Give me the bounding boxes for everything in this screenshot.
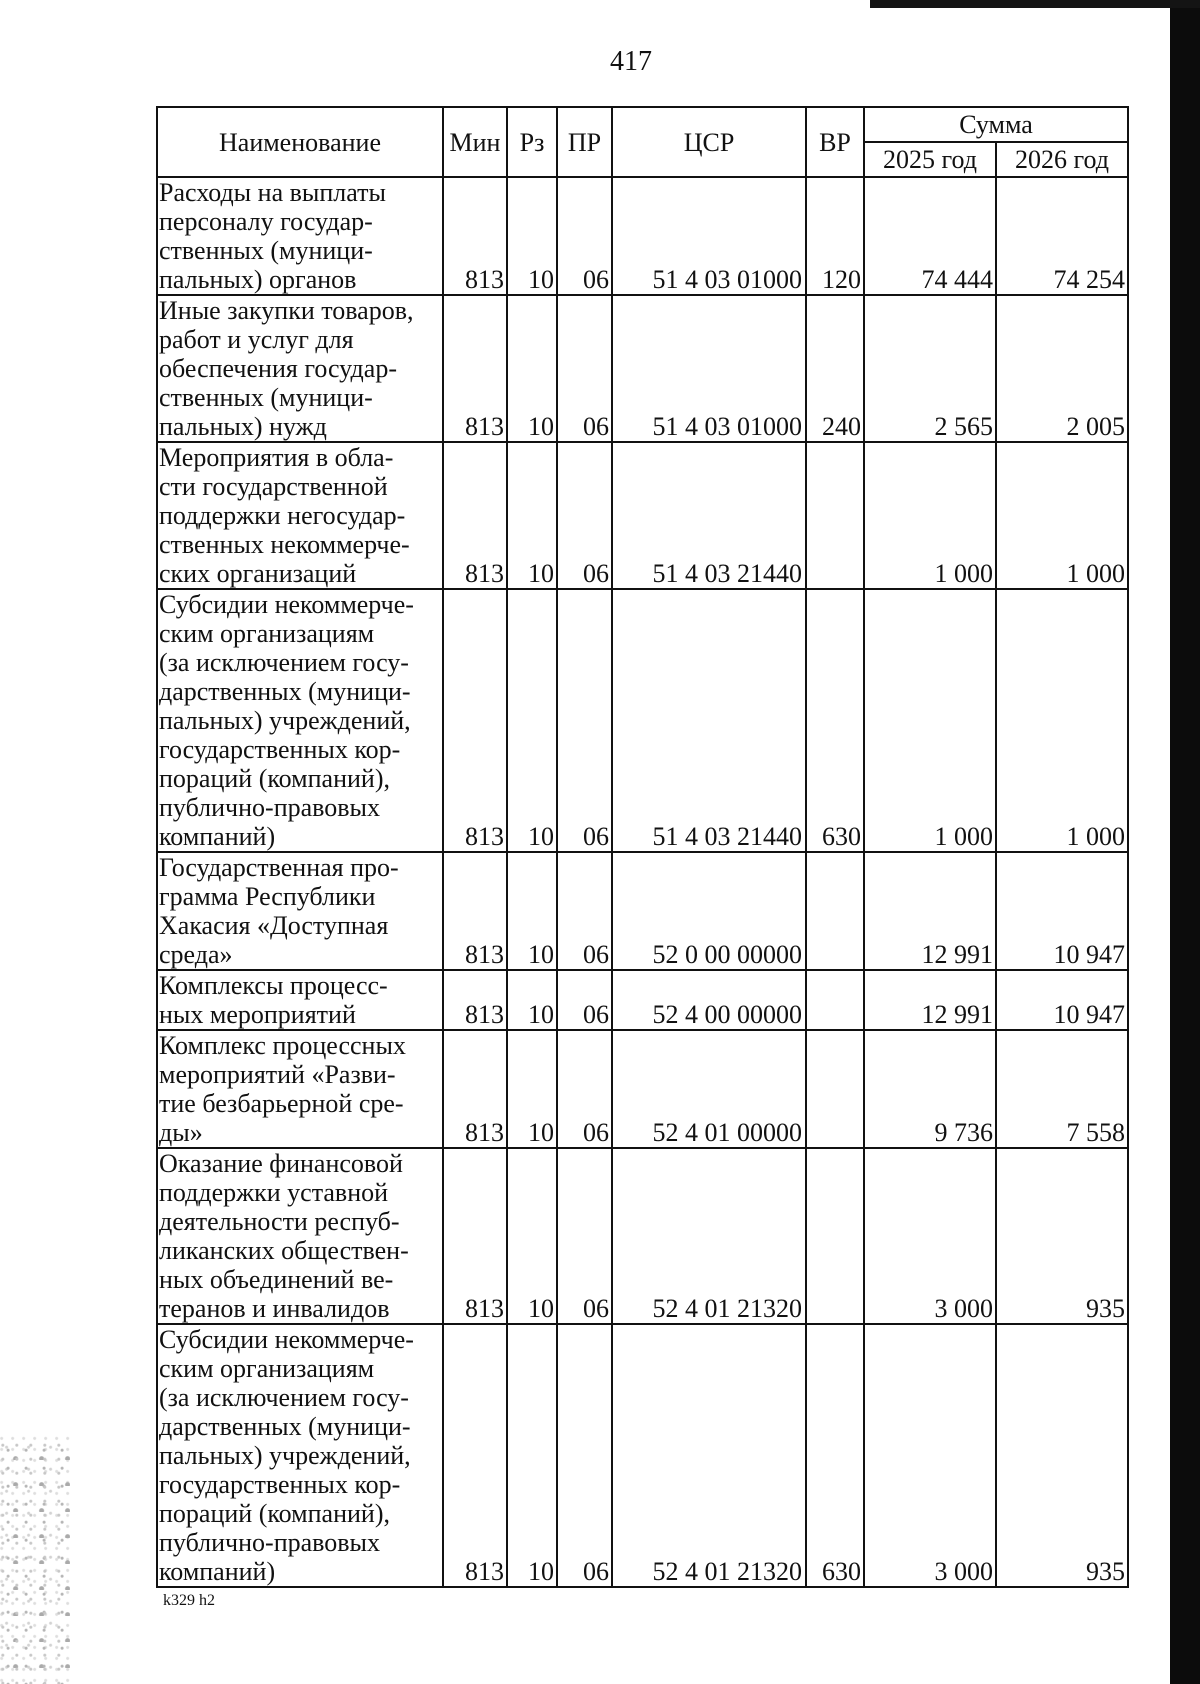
row-rz: 10 xyxy=(507,177,557,295)
row-rz: 10 xyxy=(507,970,557,1030)
row-vr: 630 xyxy=(806,1324,864,1587)
row-rz: 10 xyxy=(507,1148,557,1324)
row-min: 813 xyxy=(443,177,507,295)
table-row xyxy=(157,1148,1128,1324)
table-row xyxy=(157,442,1128,589)
row-sum-2025: 2 565 xyxy=(864,295,996,442)
row-min: 813 xyxy=(443,1148,507,1324)
header-min: Мин xyxy=(443,107,507,177)
row-sum-2025: 12 991 xyxy=(864,970,996,1030)
row-csr: 52 4 00 00000 xyxy=(612,970,806,1030)
row-sum-2026: 935 xyxy=(996,1324,1128,1587)
row-vr: 630 xyxy=(806,589,864,852)
header-pr: ПР xyxy=(557,107,612,177)
row-sum-2026: 7 558 xyxy=(996,1030,1128,1148)
budget-table xyxy=(156,106,1129,1588)
row-min: 813 xyxy=(443,589,507,852)
row-vr xyxy=(806,852,864,970)
row-rz: 10 xyxy=(507,1324,557,1587)
row-csr: 52 4 01 00000 xyxy=(612,1030,806,1148)
page-number: 417 xyxy=(610,46,652,77)
row-min: 813 xyxy=(443,1030,507,1148)
row-pr: 06 xyxy=(557,852,612,970)
row-sum-2026: 10 947 xyxy=(996,970,1128,1030)
row-rz: 10 xyxy=(507,589,557,852)
row-sum-2025: 3 000 xyxy=(864,1324,996,1587)
row-rz: 10 xyxy=(507,295,557,442)
row-sum-2025: 3 000 xyxy=(864,1148,996,1324)
row-sum-2026: 1 000 xyxy=(996,589,1128,852)
row-sum-2025: 12 991 xyxy=(864,852,996,970)
table-row xyxy=(157,852,1128,970)
row-pr: 06 xyxy=(557,295,612,442)
table-row xyxy=(157,295,1128,442)
row-min: 813 xyxy=(443,852,507,970)
row-name: Оказание финансовой поддержки уставной деятельности респуб- ликанских обществен- ных объединений ве- теранов и инвалидов xyxy=(157,1148,443,1324)
row-vr xyxy=(806,970,864,1030)
row-pr: 06 xyxy=(557,1148,612,1324)
row-csr: 51 4 03 01000 xyxy=(612,177,806,295)
row-name: Комплексы процесс- ных мероприятий xyxy=(157,970,443,1030)
scan-speckle xyxy=(0,1434,70,1684)
row-csr: 51 4 03 21440 xyxy=(612,442,806,589)
row-pr: 06 xyxy=(557,1324,612,1587)
row-name: Субсидии некоммерче- ским организациям (за исключением госу- дарственных (муници- пальных) учреждений, государственных кор- пораций (компаний), публично-правовых компаний) xyxy=(157,1324,443,1587)
row-sum-2026: 74 254 xyxy=(996,177,1128,295)
header-vr: ВР xyxy=(806,107,864,177)
row-csr: 52 4 01 21320 xyxy=(612,1324,806,1587)
table-row xyxy=(157,1324,1128,1587)
row-sum-2026: 935 xyxy=(996,1148,1128,1324)
table-row xyxy=(157,970,1128,1030)
row-name: Иные закупки товаров, работ и услуг для обеспечения государ- ственных (муници- пальных) нужд xyxy=(157,295,443,442)
row-sum-2026: 1 000 xyxy=(996,442,1128,589)
table-row xyxy=(157,589,1128,852)
row-csr: 51 4 03 21440 xyxy=(612,589,806,852)
row-vr: 240 xyxy=(806,295,864,442)
row-rz: 10 xyxy=(507,442,557,589)
row-name: Расходы на выплаты персоналу государ- ственных (муници- пальных) органов xyxy=(157,177,443,295)
row-sum-2026: 10 947 xyxy=(996,852,1128,970)
row-min: 813 xyxy=(443,442,507,589)
row-csr: 52 4 01 21320 xyxy=(612,1148,806,1324)
row-name: Субсидии некоммерче- ским организациям (за исключением госу- дарственных (муници- пальных) учреждений, государственных кор- пораций (компаний), публично-правовых компаний) xyxy=(157,589,443,852)
row-sum-2026: 2 005 xyxy=(996,295,1128,442)
row-vr xyxy=(806,1030,864,1148)
row-min: 813 xyxy=(443,295,507,442)
row-rz: 10 xyxy=(507,1030,557,1148)
row-vr: 120 xyxy=(806,177,864,295)
row-csr: 52 0 00 00000 xyxy=(612,852,806,970)
row-pr: 06 xyxy=(557,970,612,1030)
document-code: k329 h2 xyxy=(163,1592,215,1609)
row-name: Мероприятия в обла- сти государственной поддержки негосудар- ственных некоммерче- ских организаций xyxy=(157,442,443,589)
row-pr: 06 xyxy=(557,1030,612,1148)
table-row xyxy=(157,1030,1128,1148)
row-min: 813 xyxy=(443,970,507,1030)
row-pr: 06 xyxy=(557,589,612,852)
scan-edge-top xyxy=(870,0,1200,8)
header-rz: Рз xyxy=(507,107,557,177)
row-vr xyxy=(806,442,864,589)
table-body xyxy=(157,177,1128,1587)
header-sum: Сумма xyxy=(864,107,1128,142)
row-pr: 06 xyxy=(557,442,612,589)
row-rz: 10 xyxy=(507,852,557,970)
row-min: 813 xyxy=(443,1324,507,1587)
row-sum-2025: 74 444 xyxy=(864,177,996,295)
row-csr: 51 4 03 01000 xyxy=(612,295,806,442)
row-sum-2025: 1 000 xyxy=(864,589,996,852)
header-row-top xyxy=(157,107,1128,142)
row-sum-2025: 9 736 xyxy=(864,1030,996,1148)
row-vr xyxy=(806,1148,864,1324)
row-sum-2025: 1 000 xyxy=(864,442,996,589)
row-name: Государственная про- грамма Республики Хакасия «Доступная среда» xyxy=(157,852,443,970)
header-year-2026: 2026 год xyxy=(996,142,1128,177)
table-row xyxy=(157,177,1128,295)
row-pr: 06 xyxy=(557,177,612,295)
row-name: Комплекс процессных мероприятий «Разви- тие безбарьерной сре- ды» xyxy=(157,1030,443,1148)
scan-edge-right xyxy=(1170,8,1200,1684)
header-csr: ЦСР xyxy=(612,107,806,177)
header-name: Наименование xyxy=(157,107,443,177)
header-year-2025: 2025 год xyxy=(864,142,996,177)
